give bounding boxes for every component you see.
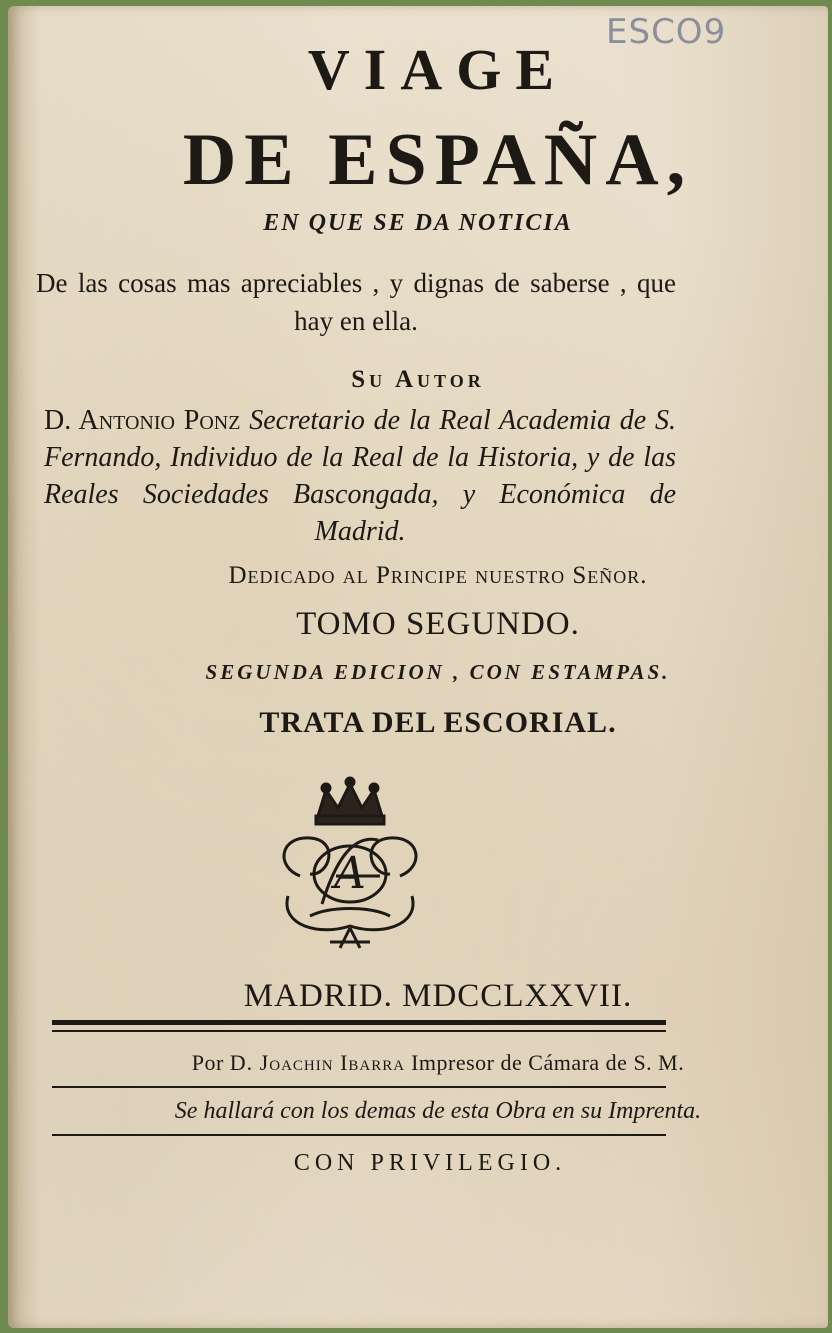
author-heading: Su Autor — [351, 366, 485, 393]
author-credentials: Secretario de la Real Academia de S. Fernando, Individuo de la Real de la Historia, y de las Reales Sociedades Bascongada, y Económica de Madrid. — [44, 405, 676, 547]
printer-prefix: Por — [191, 1050, 224, 1075]
privilege: CON PRIVILEGIO. — [293, 1150, 567, 1176]
author-name: D. Antonio Ponz — [44, 405, 241, 436]
crowned-monogram-icon — [270, 776, 430, 956]
double-rule-thick — [52, 1020, 666, 1025]
printer-line — [28, 1050, 832, 1076]
topic-label: TRATA DEL ESCORIAL. — [259, 706, 617, 739]
svg-text:A: A — [334, 848, 366, 899]
rule-separator-2 — [52, 1134, 666, 1136]
dedication: Dedicado al Principe nuestro Señor. — [228, 562, 648, 589]
volume-label: TOMO SEGUNDO. — [296, 606, 580, 642]
pencil-annotation: ESCO9 — [606, 12, 727, 52]
title-line-1: VIAGE — [307, 37, 569, 102]
place-date: MADRID. MDCCLXXVII. — [243, 978, 633, 1014]
printer-role: Impresor de Cámara de S. M. — [411, 1050, 685, 1075]
rule-separator-1 — [52, 1086, 666, 1088]
subtitle: EN QUE SE DA NOTICIA — [263, 210, 573, 236]
printer-name: D. Joachin Ibarra — [229, 1050, 406, 1075]
edition-label: SEGUNDA EDICION , CON ESTAMPAS. — [205, 660, 671, 684]
title-page — [8, 6, 828, 1328]
sold-at: Se hallará con los demas de esta Obra en su Imprenta. — [174, 1098, 702, 1124]
author-block — [44, 402, 676, 550]
description: De las cosas mas apreciables , y dignas de saberse , que hay en ella. — [36, 268, 676, 336]
title-line-2: DE ESPAÑA, — [182, 119, 694, 201]
double-rule-thin — [52, 1030, 666, 1032]
